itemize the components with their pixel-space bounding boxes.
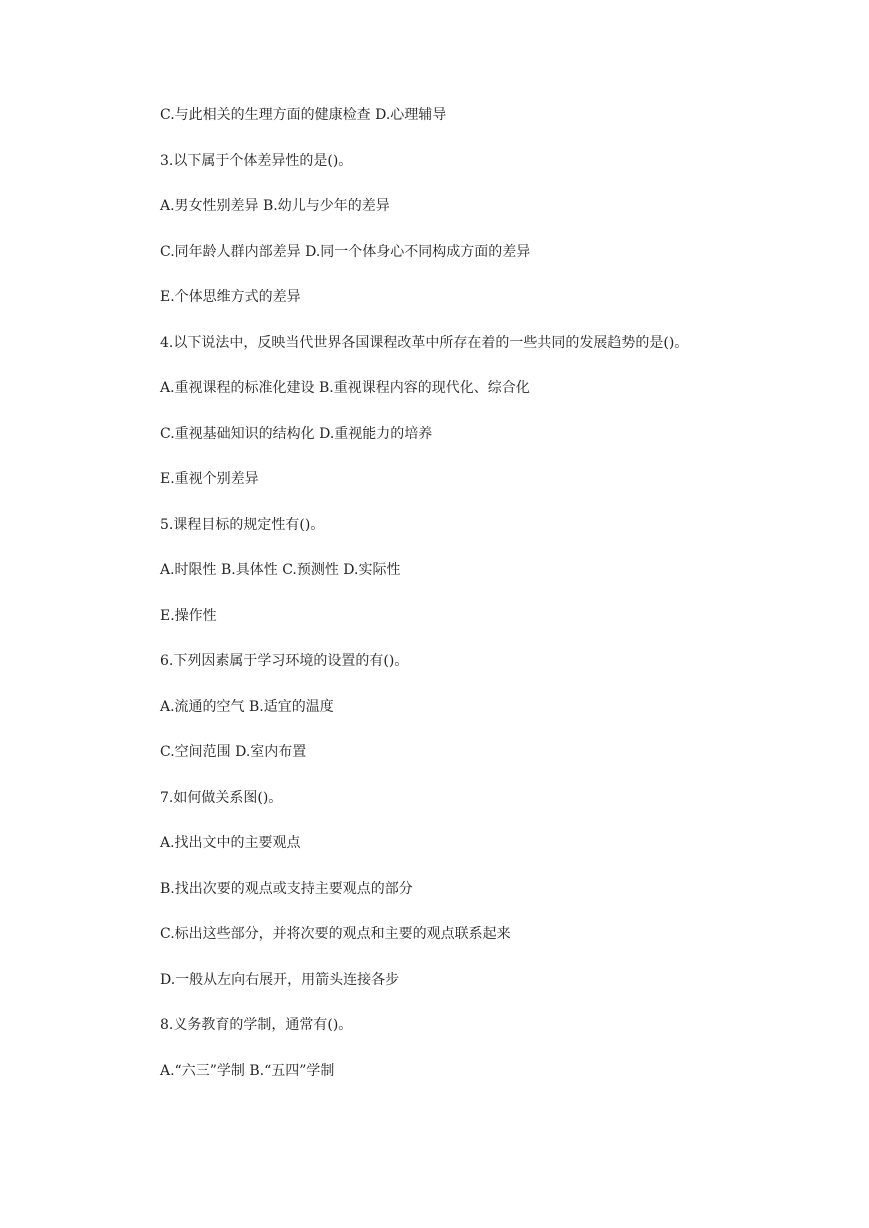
question-5: 5.课程目标的规定性有()。 [160,517,325,533]
option-line-q8-ab: A.“六三”学制 B.“五四”学制 [160,1063,335,1079]
question-4: 4.以下说法中，反映当代世界各国课程改革中所存在着的一些共同的发展趋势的是()。 [160,335,689,351]
question-7: 7.如何做关系图()。 [160,790,283,806]
option-line-q7-a: A.找出文中的主要观点 [160,835,301,851]
option-line-q5-e: E.操作性 [160,608,217,624]
option-line-q3-cd: C.同年龄人群内部差异 D.同一个体身心不同构成方面的差异 [160,244,531,260]
question-8: 8.义务教育的学制，通常有()。 [160,1017,353,1033]
option-line-q7-d: D.一般从左向右展开，用箭头连接各步 [160,972,400,988]
option-line-q3-e: E.个体思维方式的差异 [160,289,301,305]
option-line-q4-e: E.重视个别差异 [160,471,259,487]
option-line-q7-c: C.标出这些部分，并将次要的观点和主要的观点联系起来 [160,926,511,942]
option-line-q6-cd: C.空间范围 D.室内布置 [160,744,307,760]
option-line-q4-ab: A.重视课程的标准化建设 B.重视课程内容的现代化、综合化 [160,380,530,396]
option-line-q6-ab: A.流通的空气 B.适宜的温度 [160,699,334,715]
option-line-q7-b: B.找出次要的观点或支持主要观点的部分 [160,881,413,897]
question-6: 6.下列因素属于学习环境的设置的有()。 [160,653,409,669]
question-3: 3.以下属于个体差异性的是()。 [160,153,353,169]
option-line-q3-ab: A.男女性别差异 B.幼儿与少年的差异 [160,198,390,214]
option-line-q4-cd: C.重视基础知识的结构化 D.重视能力的培养 [160,426,433,442]
option-line-q5-abcd: A.时限性 B.具体性 C.预测性 D.实际性 [160,562,401,578]
option-line-q2-cd: C.与此相关的生理方面的健康检查 D.心理辅导 [160,107,447,123]
